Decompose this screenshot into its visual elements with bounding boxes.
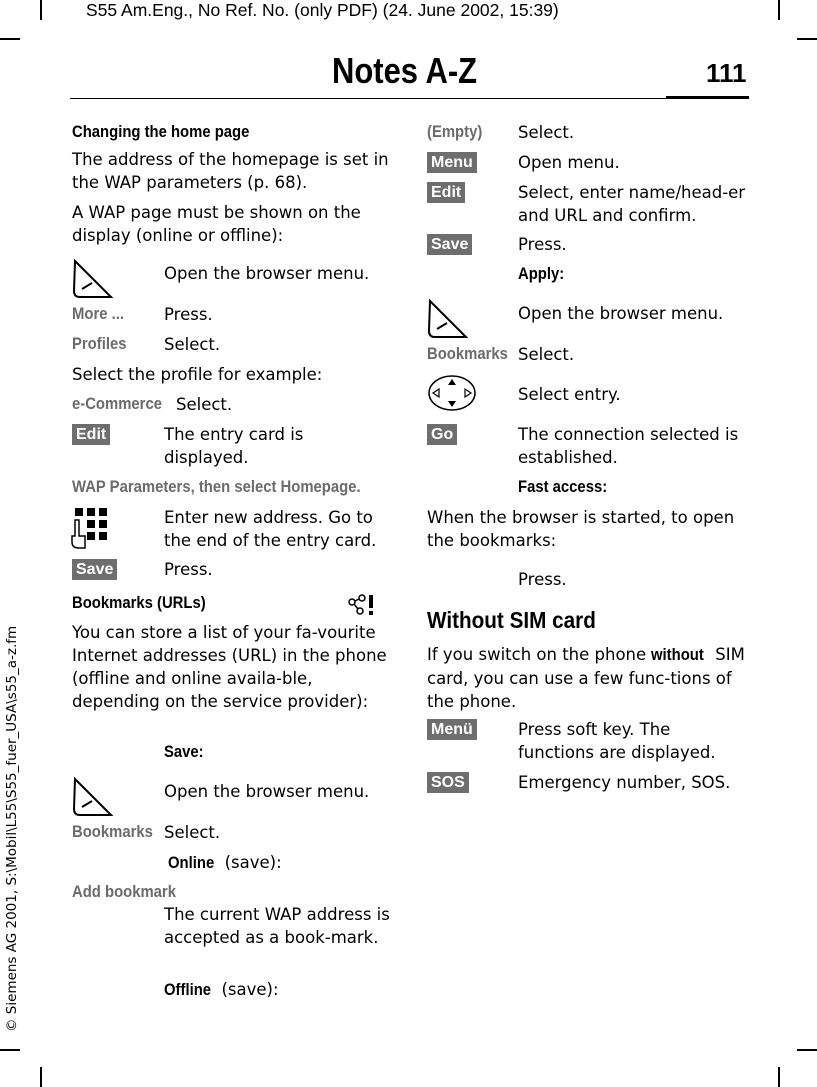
- paragraph: When the browser is started, to open the bookmarks:: [427, 508, 735, 550]
- paragraph: You can store a list of your fa-vourite Internet addresses (URL) in the phone (offline and online availa-ble, depending on the service provider):: [72, 623, 387, 711]
- step-text: Select.: [164, 823, 221, 842]
- crop-mark: [778, 0, 780, 20]
- paragraph: [427, 643, 745, 713]
- section-heading-without-sim: Without SIM card: [427, 607, 596, 633]
- step-text: The connection selected is established.: [518, 425, 739, 467]
- heading-home-page: Changing the home page: [72, 123, 250, 141]
- crop-mark: [0, 38, 20, 40]
- step-text: The current WAP address is accepted as a book-mark.: [164, 905, 390, 947]
- header-rule-thick: [666, 96, 749, 99]
- menu-label-add-bookmark: Add bookmark: [72, 883, 176, 901]
- browser-menu-key-icon: [425, 298, 471, 340]
- softkey-go: Go: [427, 424, 457, 445]
- softkey-menu-alt: Menü: [427, 719, 477, 740]
- paragraph: A WAP page must be shown on the display (online or offline):: [72, 203, 361, 245]
- step-text: Select entry.: [518, 385, 621, 404]
- paragraph: The address of the homepage is set in the WAP parameters (p. 68).: [72, 150, 389, 192]
- heading-bookmarks: Bookmarks (URLs): [72, 594, 206, 612]
- option-text: (save):: [216, 980, 279, 999]
- subheading-fast-access: Fast access:: [518, 478, 608, 496]
- step-text: Press.: [518, 235, 567, 254]
- softkey-edit: Edit: [427, 182, 465, 203]
- softkey-menu: Menu: [427, 152, 477, 173]
- softkey-sos: SOS: [427, 772, 469, 793]
- page-title: Notes A-Z: [332, 50, 478, 91]
- paragraph: Select the profile for example:: [72, 365, 323, 384]
- step-text: Open the browser menu.: [518, 304, 724, 323]
- browser-menu-key-icon: [70, 258, 116, 300]
- keypad-icon: [71, 506, 111, 550]
- softkey-save: Save: [72, 559, 117, 580]
- network-service-icon: [344, 593, 378, 617]
- text-run-bold: without: [651, 646, 705, 664]
- crop-mark: [778, 1067, 780, 1087]
- crop-mark: [40, 1067, 42, 1087]
- step-text: Select.: [518, 123, 575, 142]
- step-text: Open the browser menu.: [164, 782, 370, 801]
- option-label: Offline: [164, 981, 212, 999]
- softkey-edit: Edit: [72, 424, 110, 445]
- step-text: Select.: [176, 395, 233, 414]
- step-text: Press soft key. The functions are displayed.: [518, 720, 716, 762]
- crop-mark: [797, 38, 817, 40]
- text-run: SIM card, you can use a few func-tions of the phone.: [427, 645, 745, 711]
- menu-label-empty: (Empty): [427, 123, 483, 141]
- step-text: Press.: [518, 570, 567, 589]
- step-text: Emergency number, SOS.: [518, 773, 731, 792]
- crop-mark: [797, 1049, 817, 1051]
- step-text: Press.: [164, 560, 213, 579]
- menu-label-wap-parameters: WAP Parameters, then select Homepage.: [72, 478, 361, 496]
- crop-mark: [0, 1049, 20, 1051]
- subheading-apply: Apply:: [518, 265, 565, 283]
- navigation-key-icon: [427, 374, 477, 412]
- softkey-save: Save: [427, 234, 472, 255]
- text-run: If you switch on the phone: [427, 645, 652, 664]
- menu-label-ecommerce: e-Commerce: [72, 395, 162, 413]
- step-text: Open menu.: [518, 153, 620, 172]
- step-text: Enter new address. Go to the end of the entry card.: [164, 508, 377, 550]
- menu-label-bookmarks: Bookmarks: [427, 345, 508, 363]
- step-text: Open the browser menu.: [164, 264, 370, 283]
- step-text: Press.: [164, 305, 213, 324]
- subheading-save: Save:: [164, 743, 204, 761]
- side-copyright: © Siemens AG 2001, S:\Mobil\L55\S55_fuer_USA\s55_a-z.fm: [4, 625, 20, 1032]
- step-text: Select, enter name/head-er and URL and confirm.: [518, 183, 746, 225]
- step-text: The entry card is displayed.: [164, 425, 304, 467]
- menu-label-bookmarks: Bookmarks: [72, 823, 153, 841]
- page-number: 111: [706, 58, 747, 88]
- option-label: Online: [168, 854, 215, 872]
- file-info: S55 Am.Eng., No Ref. No. (only PDF) (24. June 2002, 15:39): [86, 0, 559, 20]
- option-text: (save):: [219, 853, 282, 872]
- step-text: Select.: [164, 335, 221, 354]
- crop-mark: [40, 0, 42, 20]
- option-offline: [164, 978, 279, 1002]
- step-text: Select.: [518, 345, 575, 364]
- header-rule: [70, 98, 666, 99]
- menu-label-profiles: Profiles: [72, 335, 127, 353]
- browser-menu-key-icon: [70, 776, 116, 818]
- menu-label-more: More ...: [72, 305, 124, 323]
- option-online: [168, 851, 282, 875]
